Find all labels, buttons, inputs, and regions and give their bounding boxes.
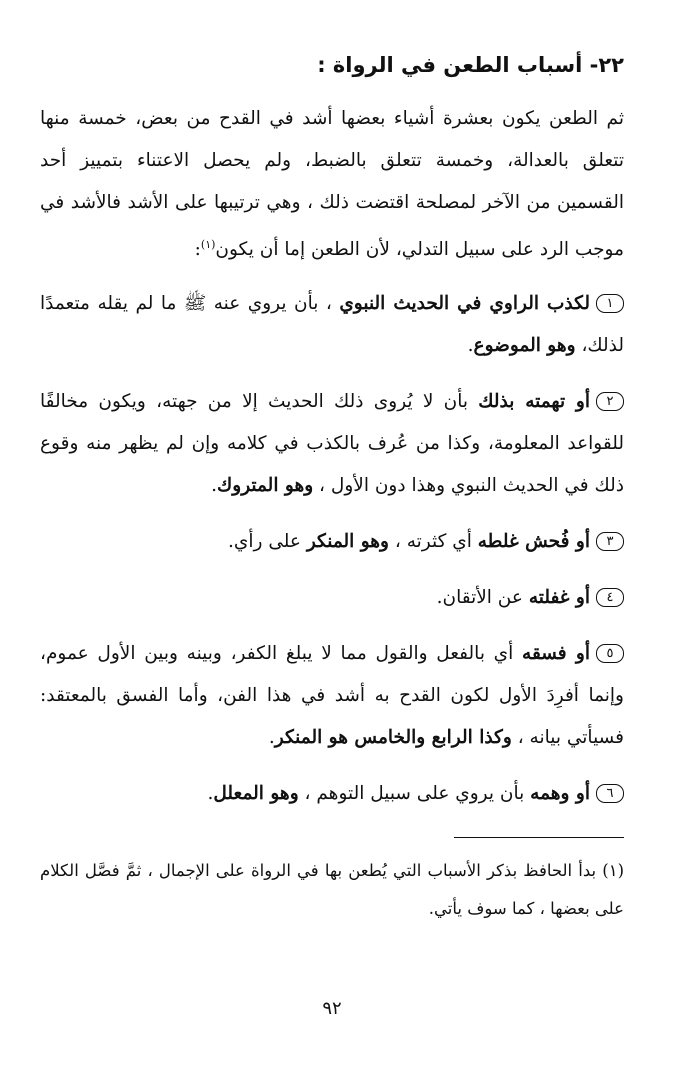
item-end: .: [211, 475, 218, 497]
list-item: [40, 521, 624, 563]
list-item: [40, 773, 624, 815]
item-end: .: [207, 783, 214, 805]
page: [40, 40, 624, 1060]
item-number-badge: ٤: [596, 588, 624, 607]
item-text: بأن يروي على سبيل التوهم ،: [298, 783, 531, 805]
item-bold-lead: أو غفلته: [528, 587, 590, 609]
footnote-divider: [454, 837, 624, 838]
item-bold-term: وكذا الرابع والخامس هو المنكر: [274, 727, 512, 749]
list-item: [40, 633, 624, 759]
item-text: ، بأن يروي عنه ﷺ ما لم يقله متعمدًا لذلك،: [40, 293, 624, 357]
item-end: على رأي.: [228, 531, 307, 553]
item-bold-lead: أو تهمته بذلك: [478, 391, 590, 413]
item-number-badge: ٢: [596, 392, 624, 411]
intro-text: ثم الطعن يكون بعشرة أشياء بعضها أشد في القدح من بعض، خمسة منها تتعلق بالعدالة، وخمسة تتعلق بالضبط، ولم يحصل الاعتناء بتمييز أحد القسمين من الآخر لمصلحة اقتضت ذلك ، وهي ترتيبها على الأشد فالأشد في موجب الرد على سبيل التدلي، لأن الطعن إما أن يكون: [40, 108, 624, 261]
item-number-badge: ٦: [596, 784, 624, 803]
item-bold-lead: لكذب الراوي في الحديث النبوي: [339, 293, 590, 315]
intro-end: :: [194, 239, 201, 261]
list-item: [40, 577, 624, 619]
item-number-badge: ٣: [596, 532, 624, 551]
item-text: عن الأتقان.: [436, 587, 529, 609]
item-end: .: [467, 335, 474, 357]
item-number-badge: ٥: [596, 644, 624, 663]
footnote: (١) بدأ الحافظ بذكر الأسباب التي يُطعن بها في الرواة على الإجمال ، ثمَّ فصَّل الكلام على بعضها ، كما سوف يأتي.: [40, 861, 624, 919]
item-number-badge: ١: [596, 294, 624, 313]
page-number: ٩٢: [322, 998, 342, 1019]
item-bold-term: وهو المنكر: [306, 531, 389, 553]
item-bold-term: وهو الموضوع: [473, 335, 576, 357]
list-item: [40, 381, 624, 507]
item-text: أي بالفعل والقول مما لا يبلغ الكفر، وبينه وبين الأول عموم، وإنما أفرِدَ الأول لكون القدح به أشد في هذا الفن، وأما الفسق بالمعتقد: فسيأتي بيانه ،: [40, 643, 624, 749]
item-bold-term: وهو المتروك: [217, 475, 314, 497]
item-bold-term: وهو المعلل: [213, 783, 299, 805]
footnote-ref: (١): [200, 238, 216, 251]
item-text: أي كثرته ،: [388, 531, 478, 553]
item-bold-lead: أو فسقه: [522, 643, 591, 665]
item-bold-lead: أو وهمه: [530, 783, 590, 805]
intro-paragraph: [40, 98, 624, 271]
item-end: .: [268, 727, 275, 749]
item-text: بأن لا يُروى ذلك الحديث إلا من جهته، ويكون مخالفًا للقواعد المعلومة، وكذا من عُرف بالكذب في كلامه وإن لم يظهر منه وقوع ذلك في الحديث النبوي وهذا دون الأول ،: [40, 391, 624, 497]
item-bold-lead: أو فُحش غلطه: [477, 531, 590, 553]
section-heading: ٢٢- أسباب الطعن في الرواة :: [317, 53, 624, 77]
list-item: [40, 283, 624, 367]
